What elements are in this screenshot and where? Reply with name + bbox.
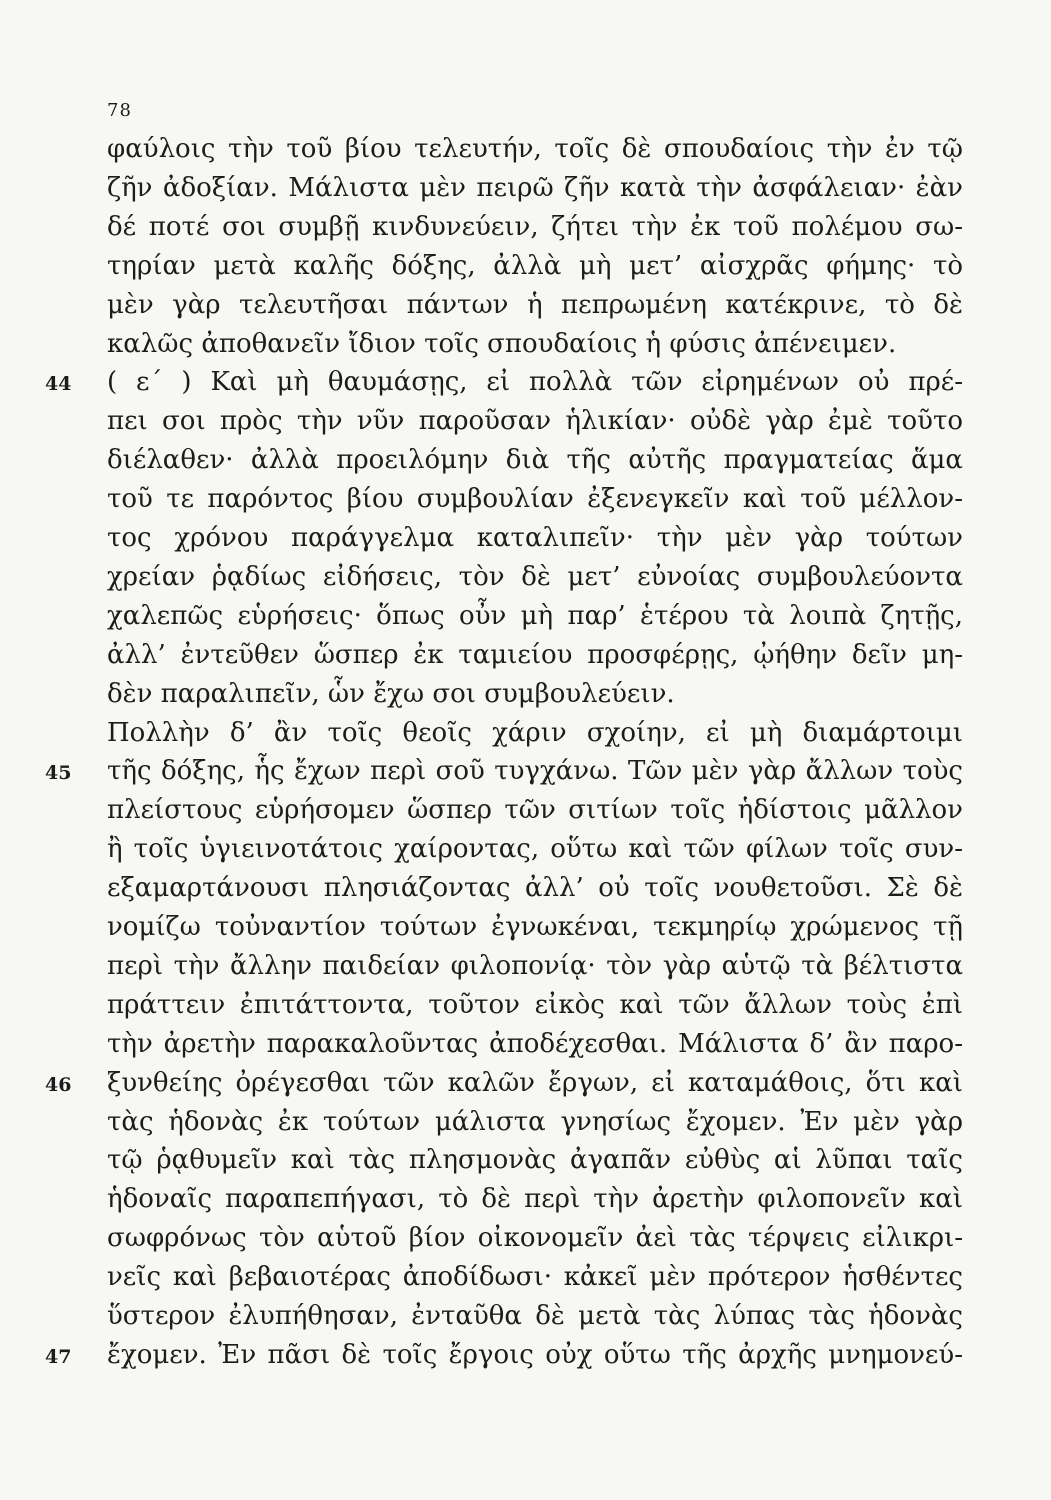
page-number: 78 bbox=[107, 100, 132, 121]
text-line: ζῆν ἀδοξίαν. Μάλιστα μὲν πειρῶ ζῆν κατὰ τὴν ἀσφάλειαν· ἐὰν bbox=[107, 172, 963, 203]
text-line: εξαμαρτάνουσι πλησιάζοντας ἀλλ’ οὐ τοῖς νουθετοῦσι. Σὲ δὲ bbox=[107, 873, 963, 904]
text-line: πράττειν ἐπιτάττοντα, τοῦτον εἰκὸς καὶ τῶν ἄλλων τοὺς ἐπὶ bbox=[107, 989, 963, 1020]
text-line: χρείαν ῥᾳδίως εἰδήσεις, τὸν δὲ μετ’ εὐνοίας συμβουλεύοντα bbox=[107, 561, 963, 592]
text-line: πει σοι πρὸς τὴν νῦν παροῦσαν ἡλικίαν· οὐδὲ γὰρ ἐμὲ τοῦτο bbox=[107, 406, 963, 437]
text-line: δὲν παραλιπεῖν, ὧν ἔχω σοι συμβουλεύειν. bbox=[107, 678, 675, 709]
text-line: ἢ τοῖς ὑγιεινοτάτοις χαίροντας, οὕτω καὶ τῶν φίλων τοῖς συν- bbox=[107, 834, 963, 865]
text-line: ἀλλ’ ἐντεῦθεν ὥσπερ ἐκ ταμιείου προσφέρῃς, ᾠήθην δεῖν μη- bbox=[107, 639, 963, 670]
text-line: δέ ποτέ σοι συμβῇ κινδυνεύειν, ζήτει τὴν ἐκ τοῦ πολέμου σω- bbox=[107, 211, 963, 242]
text-line: τὴν ἀρετὴν παρακαλοῦντας ἀποδέχεσθαι. Μάλιστα δ’ ἂν παρο- bbox=[107, 1028, 963, 1059]
text-line: περὶ τὴν ἄλλην παιδείαν φιλοπονίᾳ· τὸν γὰρ αὑτῷ τὰ βέλτιστα bbox=[107, 950, 963, 981]
text-line: τοῦ τε παρόντος βίου συμβουλίαν ἐξενεγκεῖν καὶ τοῦ μέλλον- bbox=[107, 484, 963, 515]
text-line: ξυνθείης ὀρέγεσθαι τῶν καλῶν ἔργων, εἰ καταμάθοις, ὅτι καὶ bbox=[107, 1067, 963, 1098]
text-line: ἔχομεν. Ἐν πᾶσι δὲ τοῖς ἔργοις οὐχ οὕτω τῆς ἀρχῆς μνημονεύ- bbox=[107, 1339, 963, 1370]
section-number: 45 bbox=[45, 762, 72, 785]
text-line: νεῖς καὶ βεβαιοτέρας ἀποδίδωσι· κἀκεῖ μὲν πρότερον ἡσθέντες bbox=[107, 1262, 963, 1293]
text-line: τος χρόνου παράγγελμα καταλιπεῖν· τὴν μὲν γὰρ τούτων bbox=[107, 523, 963, 553]
text-line: νομίζω τοὐναντίον τούτων ἐγνωκέναι, τεκμηρίῳ χρώμενος τῇ bbox=[107, 912, 963, 942]
section-number: 46 bbox=[45, 1073, 72, 1096]
text-line: ἡδοναῖς παραπεπήγασι, τὸ δὲ περὶ τὴν ἀρετὴν φιλοπονεῖν καὶ bbox=[107, 1184, 963, 1215]
text-line: διέλαθεν· ἀλλὰ προειλόμην διὰ τῆς αὐτῆς πραγματείας ἅμα bbox=[107, 445, 963, 476]
text-line: μὲν γὰρ τελευτῆσαι πάντων ἡ πεπρωμένη κατέκρινε, τὸ δὲ bbox=[107, 289, 963, 320]
section-number: 47 bbox=[45, 1345, 72, 1368]
text-line: σωφρόνως τὸν αὑτοῦ βίον οἰκονομεῖν ἀεὶ τὰς τέρψεις εἰλικρι- bbox=[107, 1223, 963, 1254]
text-line: χαλεπῶς εὑρήσεις· ὅπως οὖν μὴ παρ’ ἑτέρου τὰ λοιπὰ ζητῇς, bbox=[107, 600, 963, 631]
text-line: ( ε΄ ) Καὶ μὴ θαυμάσῃς, εἰ πολλὰ τῶν εἰρημένων οὐ πρέ- bbox=[107, 367, 963, 398]
text-line: τηρίαν μετὰ καλῆς δόξης, ἀλλὰ μὴ μετ’ αἰσχρᾶς φήμης· τὸ bbox=[107, 250, 963, 281]
text-line: τὰς ἡδονὰς ἐκ τούτων μάλιστα γνησίως ἔχομεν. Ἐν μὲν γὰρ bbox=[107, 1106, 963, 1137]
text-line: τῷ ῥᾳθυμεῖν καὶ τὰς πλησμονὰς ἀγαπᾶν εὐθὺς αἱ λῦπαι ταῖς bbox=[107, 1145, 963, 1176]
text-line: ὕστερον ἐλυπήθησαν, ἐνταῦθα δὲ μετὰ τὰς λύπας τὰς ἡδονὰς bbox=[107, 1301, 963, 1331]
text-line: τῆς δόξης, ἧς ἔχων περὶ σοῦ τυγχάνω. Τῶν μὲν γὰρ ἄλλων τοὺς bbox=[107, 756, 963, 787]
text-line: φαύλοις τὴν τοῦ βίου τελευτήν, τοῖς δὲ σπουδαίοις τὴν ἐν τῷ bbox=[107, 134, 963, 164]
text-line: Πολλὴν δ’ ἂν τοῖς θεοῖς χάριν σχοίην, εἰ μὴ διαμάρτοιμι bbox=[107, 717, 963, 748]
section-number: 44 bbox=[45, 373, 72, 396]
text-line: πλείστους εὑρήσομεν ὥσπερ τῶν σιτίων τοῖς ἡδίστοις μᾶλλον bbox=[107, 795, 963, 826]
text-line: καλῶς ἀποθανεῖν ἴδιον τοῖς σπουδαίοις ἡ φύσις ἀπένειμεν. bbox=[107, 328, 897, 359]
